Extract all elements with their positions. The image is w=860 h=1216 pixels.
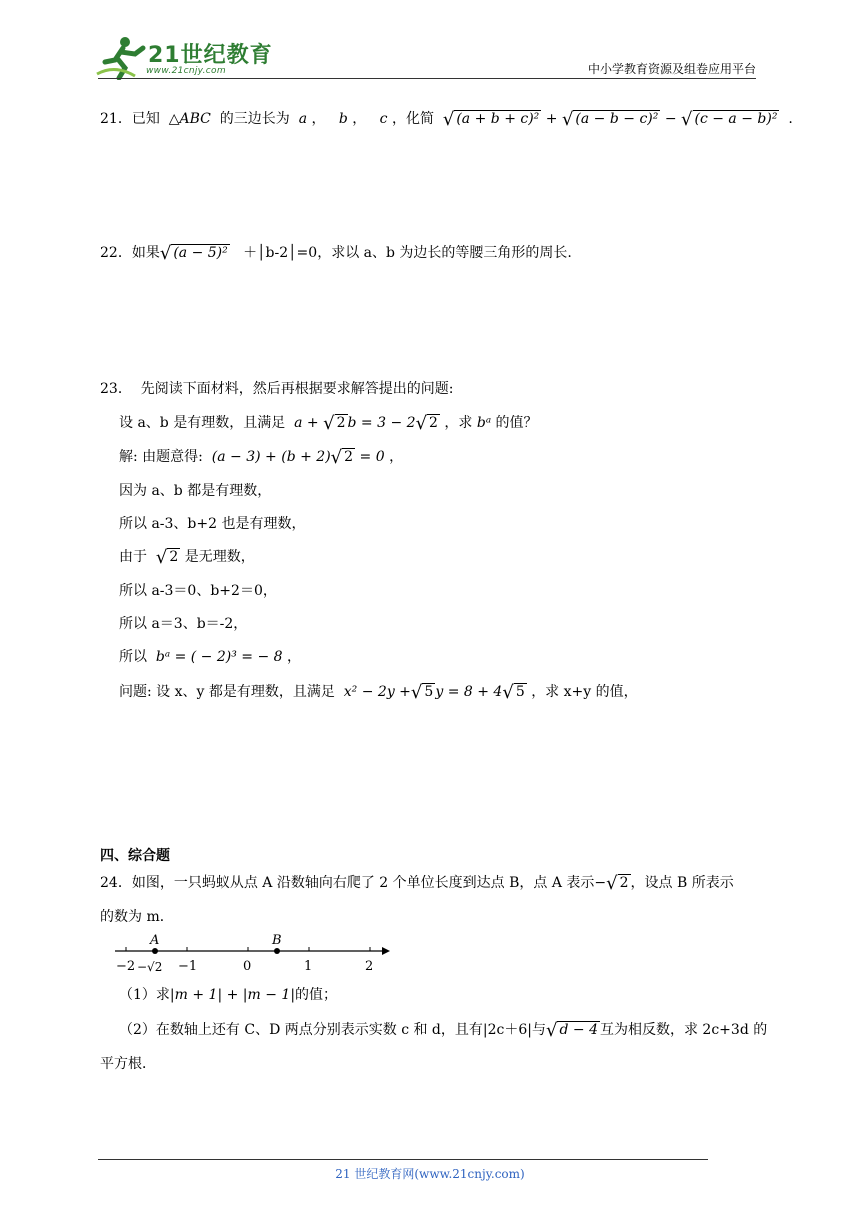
tick-label: −2: [116, 959, 136, 974]
question-24-line-2: 的数为 m．: [100, 909, 174, 925]
number-line-figure: [110, 928, 400, 976]
radical: √ (a − b − c)²: [561, 109, 659, 130]
triangle-name: ABC: [179, 111, 211, 127]
var-b: b: [338, 111, 348, 127]
q23-line-1: 设 a、b 是有理数，且满足 a + √ 2 b = 3 − 2√ 2 ，求 bᵃ 的值？: [119, 413, 538, 434]
separator: ，: [311, 111, 326, 127]
minus-sign: −: [664, 111, 677, 127]
q23-line-9: 问题: 设 x、y 都是有理数，且满足 x² − 2y +√ 5 y = 8 + 4√ 5 ，求 x+y 的值，: [119, 682, 638, 703]
q21-text: 已知: [131, 111, 160, 127]
point-a-label: A: [150, 933, 160, 948]
question-number: 22．: [100, 245, 132, 261]
q22-text: 如果: [131, 245, 160, 261]
section-title: 四、综合题: [100, 848, 170, 864]
var-a: a: [298, 111, 308, 127]
plus-sign: +: [545, 111, 558, 127]
period: .: [788, 111, 793, 127]
q21-text: ，化简: [391, 111, 434, 127]
q23-intro-text: 先阅读下面材料，然后再根据要求解答提出的问题:: [140, 381, 454, 397]
point-b-dot: [274, 948, 280, 954]
tick-label: 2: [365, 959, 374, 974]
q24-sub-1: （1）求|m + 1| + |m − 1|的值；: [119, 987, 338, 1003]
tick-label: 0: [243, 959, 252, 974]
q23-line-6: 所以 a-3＝0、b+2＝0，: [119, 583, 277, 599]
point-a-dot: [152, 948, 158, 954]
tick-label: 1: [304, 959, 313, 974]
q23-line-7: 所以 a＝3、b＝-2，: [119, 616, 248, 632]
radical: √ (c − a − b)²: [681, 109, 778, 130]
question-22: [100, 242, 572, 264]
footer-divider: [98, 1159, 708, 1160]
q24-sub-2: （2）在数轴上还有 C、D 两点分别表示实数 c 和 d，且有|2c＋6|与√ d − 4 互为相反数，求 2c+3d 的: [119, 1020, 768, 1041]
logo-url: www.21cnjy.com: [146, 66, 226, 76]
question-21: [100, 108, 793, 130]
question-number: 23．: [100, 381, 132, 397]
footer-link[interactable]: 21 世纪教育网(www.21cnjy.com): [335, 1167, 525, 1181]
q21-text: 的三边长为: [219, 111, 290, 127]
tick-label: −1: [178, 959, 198, 974]
q23-line-2: 解: 由题意得: (a − 3) + (b + 2)√ 2 = 0 ，: [119, 447, 404, 468]
logo-text: 21世纪教育: [148, 43, 273, 68]
radical: √ (a + b + c)²: [442, 109, 540, 130]
var-c: c: [379, 111, 388, 127]
q23-line-3: 因为 a、b 都是有理数，: [119, 483, 272, 499]
q23-line-5: 由于 √ 2 是无理数，: [119, 547, 255, 568]
header-divider: [98, 78, 756, 79]
question-23-intro: [100, 378, 453, 398]
q23-line-8: 所以 bᵃ = ( − 2)³ = − 8 ，: [119, 649, 302, 665]
triangle-symbol: △: [168, 111, 180, 127]
question-24-line-1: 24．如图，一只蚂蚁从点 A 沿数轴向右爬了 2 个单位长度到达点 B，点 A 表示−√ 2 ，设点 B 所表示: [100, 873, 734, 894]
separator: ，: [352, 111, 367, 127]
point-b-label: B: [272, 933, 282, 948]
tick-label: −√2: [137, 960, 163, 974]
header-platform-name: 中小学教育资源及组卷应用平台: [587, 62, 756, 76]
question-number: 24．: [100, 875, 132, 891]
q22-text: ＋│b-2│=0，求以 a、b 为边长的等腰三角形的周长.: [243, 245, 572, 261]
question-number: 21．: [100, 111, 132, 127]
axis-arrow-icon: [382, 947, 390, 955]
q24-sub-2-cont: 平方根．: [100, 1056, 156, 1072]
q23-line-4: 所以 a-3、b+2 也是有理数，: [119, 516, 306, 532]
radical: √ (a − 5)²: [159, 243, 228, 264]
